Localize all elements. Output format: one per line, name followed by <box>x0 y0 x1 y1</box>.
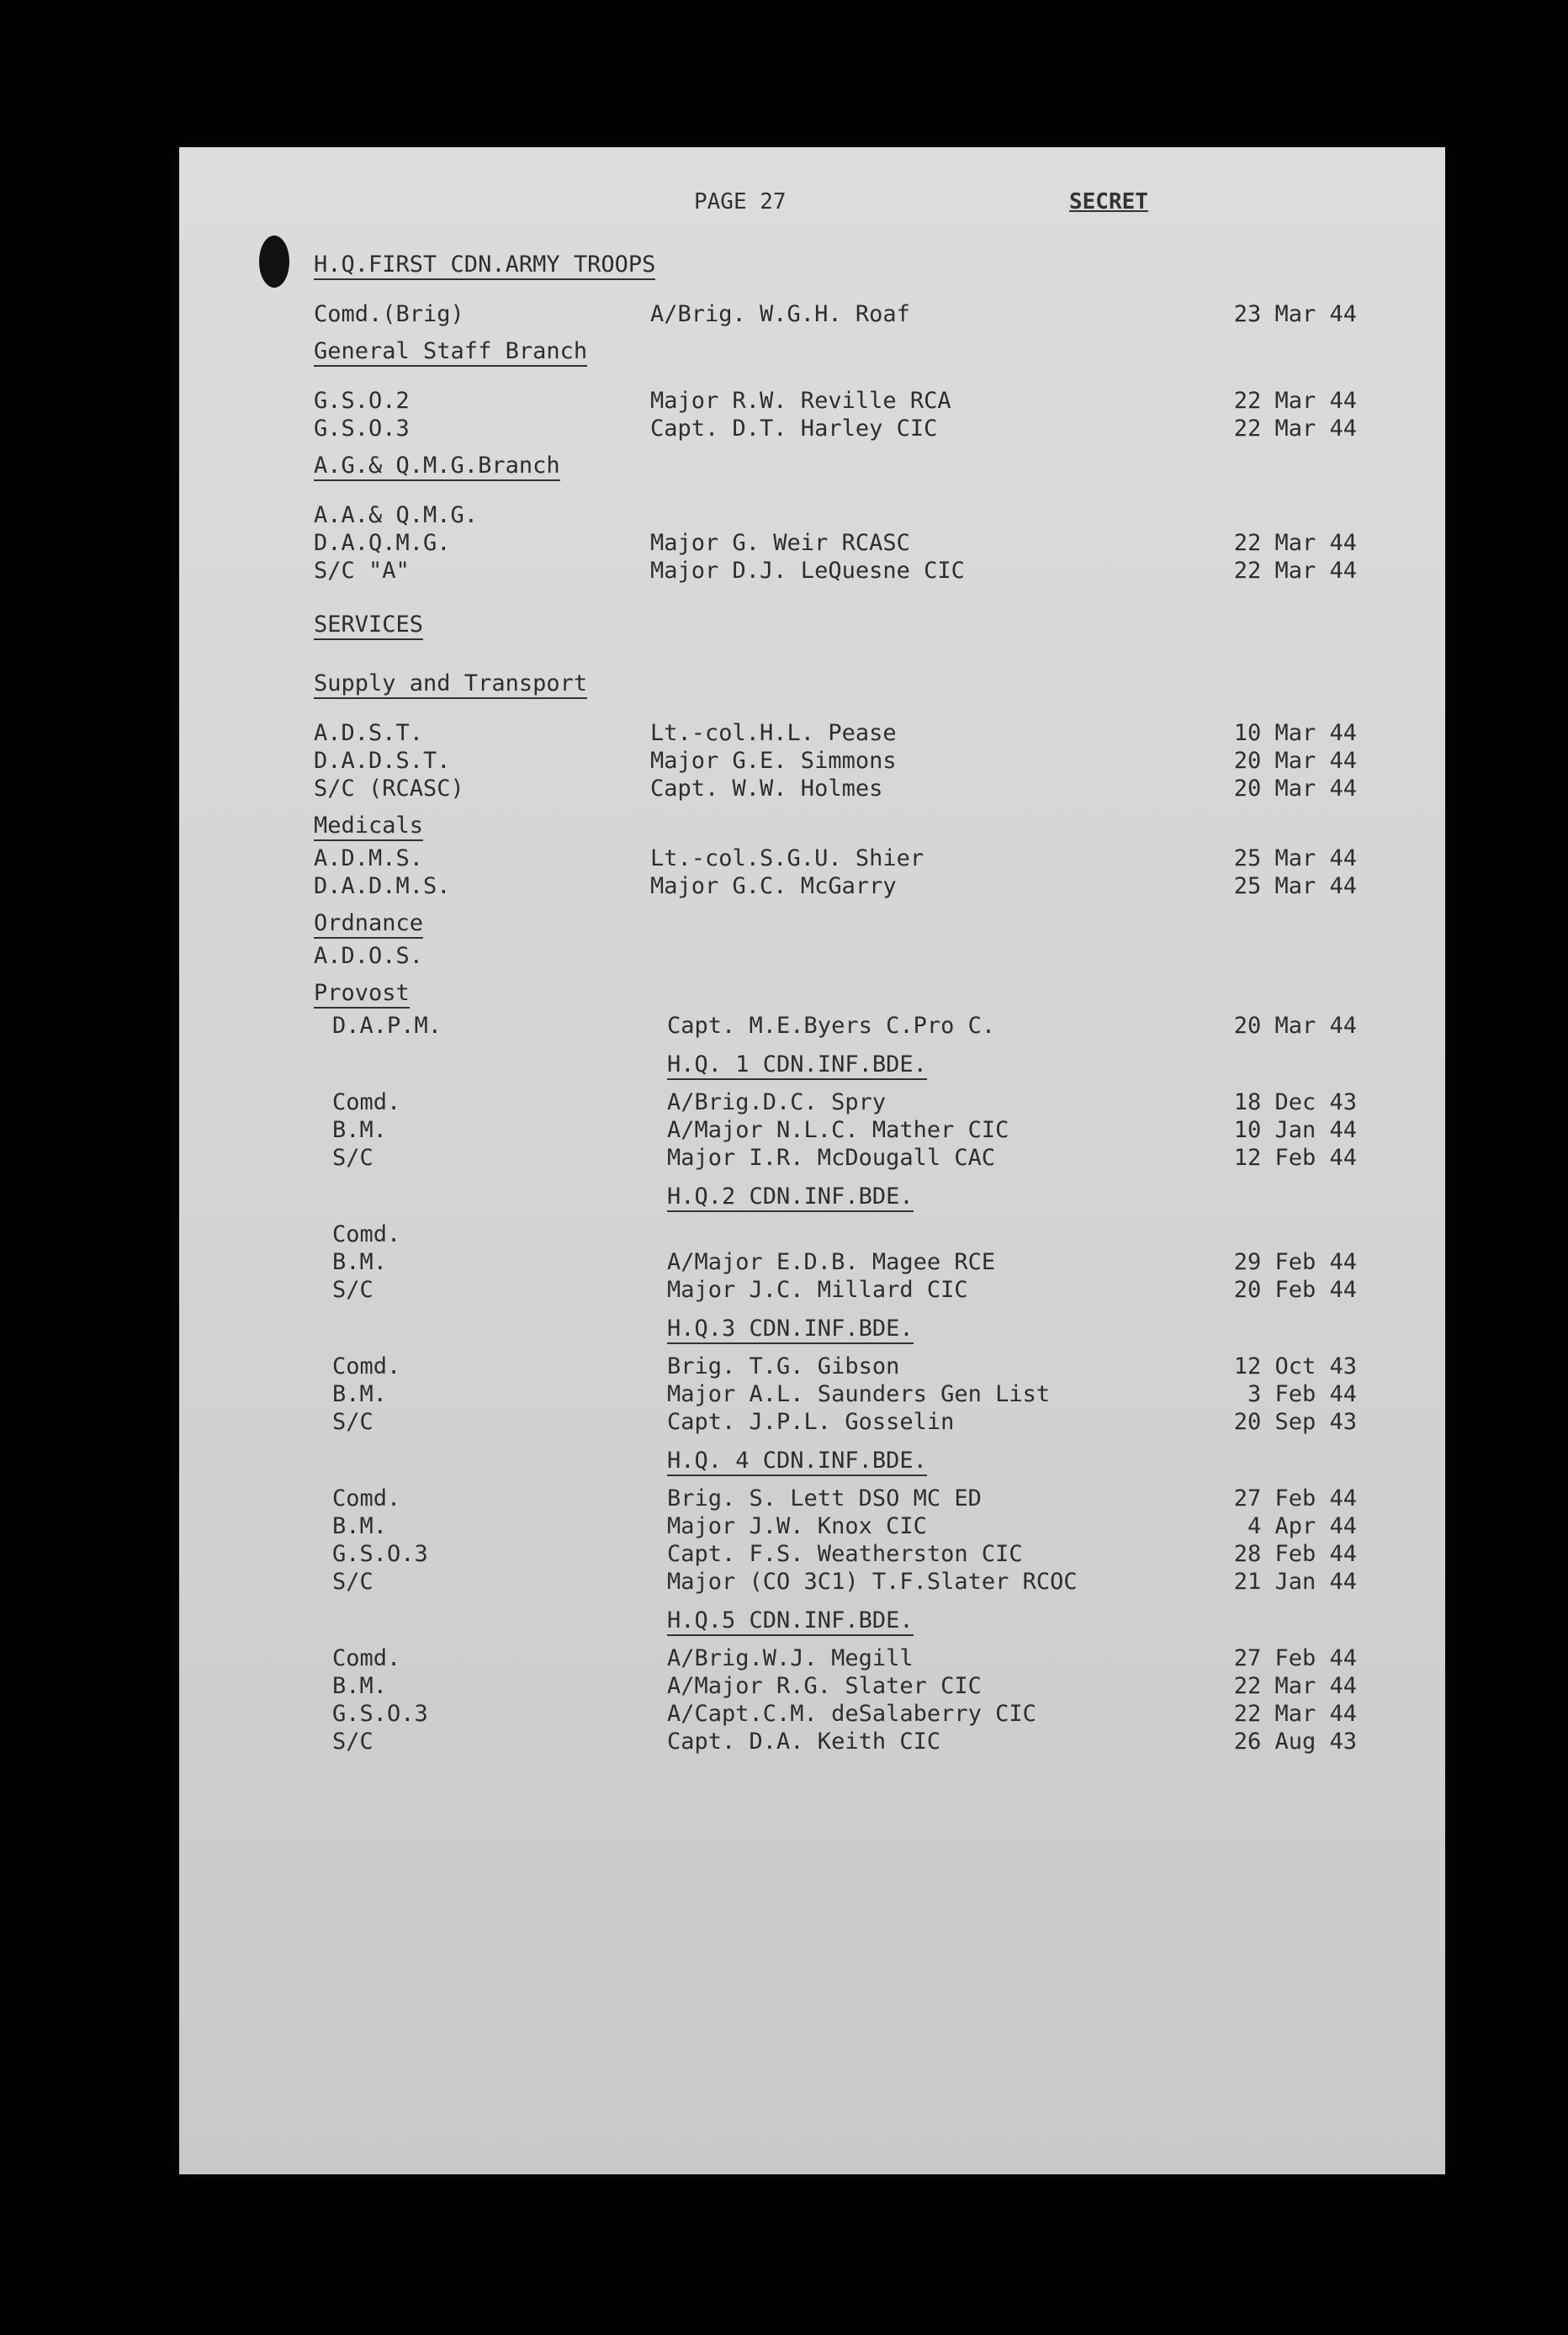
name-cell: Capt. W.W. Holmes <box>650 776 883 802</box>
name-cell: Major I.R. McDougall CAC <box>667 1145 996 1171</box>
roster-row <box>314 872 1424 900</box>
date-cell: 18 Dec 43 <box>1233 1089 1357 1115</box>
date-cell <box>1205 1220 1357 1248</box>
date-cell: 27 Feb 44 <box>1233 1485 1357 1512</box>
name-cell <box>650 942 1205 970</box>
roster <box>314 241 1424 1755</box>
date-cell: 10 Jan 44 <box>1233 1117 1357 1143</box>
name-cell: A/Major R.G. Slater CIC <box>667 1673 982 1699</box>
section-heading: H.Q.2 CDN.INF.BDE. <box>667 1183 914 1212</box>
name-cell <box>650 1220 1205 1248</box>
roster-row <box>314 501 1424 529</box>
role-cell: Comd. <box>332 1089 401 1115</box>
role-cell: Comd. <box>332 1221 401 1247</box>
name-cell: Major (CO 3C1) T.F.Slater RCOC <box>667 1569 1078 1595</box>
date-cell: 12 Oct 43 <box>1233 1353 1357 1379</box>
roster-row <box>314 1408 1424 1436</box>
date-cell: 20 Mar 44 <box>1233 776 1357 802</box>
role-cell: B.M. <box>332 1381 388 1407</box>
date-cell: 3 Feb 44 <box>1247 1381 1357 1407</box>
name-cell: Capt. D.T. Harley CIC <box>650 416 938 442</box>
name-cell: A/Brig.W.J. Megill <box>667 1645 914 1671</box>
role-cell: S/C (RCASC) <box>314 776 464 802</box>
role-cell: Comd. <box>332 1645 401 1671</box>
roster-row <box>314 1220 1424 1248</box>
roster-row <box>314 1353 1424 1380</box>
role-cell: A.D.M.S. <box>314 845 424 871</box>
role-cell: B.M. <box>332 1249 388 1275</box>
name-cell: Major J.C. Millard CIC <box>667 1277 968 1303</box>
name-cell: Lt.-col.H.L. Pease <box>650 720 897 746</box>
date-cell: 22 Mar 44 <box>1233 558 1357 584</box>
name-cell <box>650 501 1205 529</box>
name-cell: Capt. F.S. Weatherston CIC <box>667 1541 1023 1567</box>
date-cell: 21 Jan 44 <box>1233 1569 1357 1595</box>
page-header <box>179 189 1445 223</box>
date-cell: 20 Feb 44 <box>1233 1277 1357 1303</box>
roster-row <box>314 1276 1424 1304</box>
page-number: PAGE 27 <box>694 189 787 214</box>
role-cell: A.D.S.T. <box>314 720 424 746</box>
name-cell: Capt. J.P.L. Gosselin <box>667 1409 955 1435</box>
name-cell: A/Major E.D.B. Magee RCE <box>667 1249 996 1275</box>
roster-row <box>314 1512 1424 1540</box>
date-cell: 4 Apr 44 <box>1247 1513 1357 1539</box>
roster-row <box>314 942 1424 970</box>
section-supply <box>314 719 1424 802</box>
date-cell: 26 Aug 43 <box>1233 1729 1357 1755</box>
role-cell: S/C "A" <box>314 558 410 584</box>
role-cell: B.M. <box>332 1513 388 1539</box>
roster-row <box>314 845 1424 872</box>
date-cell: 20 Sep 43 <box>1233 1409 1357 1435</box>
role-cell: B.M. <box>332 1673 388 1699</box>
role-cell: D.A.Q.M.G. <box>314 530 451 556</box>
date-cell <box>1205 942 1357 970</box>
roster-row <box>314 415 1424 442</box>
section-provost <box>314 1012 1424 1040</box>
roster-row <box>314 1540 1424 1568</box>
role-cell: S/C <box>332 1409 373 1435</box>
section-heading: A.G.& Q.M.G.Branch <box>314 453 560 481</box>
section-gs <box>314 387 1424 442</box>
section-heading: H.Q. 4 CDN.INF.BDE. <box>667 1448 927 1476</box>
role-cell: D.A.P.M. <box>332 1013 442 1039</box>
document-page <box>179 147 1445 2174</box>
section-heading: Supply and Transport <box>314 670 587 699</box>
section-bde1 <box>314 1088 1424 1172</box>
roster-row <box>314 387 1424 415</box>
role-cell: G.S.O.3 <box>332 1701 428 1727</box>
name-cell: A/Brig.D.C. Spry <box>667 1089 887 1115</box>
date-cell: 10 Mar 44 <box>1233 720 1357 746</box>
section-bde5 <box>314 1644 1424 1755</box>
section-heading: H.Q. 1 CDN.INF.BDE. <box>667 1051 927 1080</box>
roster-row <box>314 1012 1424 1040</box>
date-cell: 20 Mar 44 <box>1233 748 1357 774</box>
name-cell: Major R.W. Reville RCA <box>650 388 951 414</box>
section-heading: H.Q.3 CDN.INF.BDE. <box>667 1316 914 1344</box>
name-cell: Capt. D.A. Keith CIC <box>667 1729 941 1755</box>
roster-row <box>314 557 1424 585</box>
roster-row <box>314 1485 1424 1512</box>
name-cell: Major G.C. McGarry <box>650 873 897 899</box>
date-cell: 25 Mar 44 <box>1233 845 1357 871</box>
roster-row <box>314 1380 1424 1408</box>
role-cell: A.A.& Q.M.G. <box>314 502 479 528</box>
section-heading: SERVICES <box>314 612 423 640</box>
roster-row <box>314 1116 1424 1144</box>
date-cell: 22 Mar 44 <box>1233 530 1357 556</box>
section-heading: Ordnance <box>314 910 423 939</box>
roster-row <box>314 1728 1424 1755</box>
name-cell: A/Capt.C.M. deSalaberry CIC <box>667 1701 1036 1727</box>
role-cell: S/C <box>332 1277 373 1303</box>
role-cell: D.A.D.M.S. <box>314 873 451 899</box>
date-cell: 12 Feb 44 <box>1233 1145 1357 1171</box>
roster-row <box>314 1248 1424 1276</box>
role-cell: S/C <box>332 1569 373 1595</box>
section-heading: Provost <box>314 980 410 1009</box>
section-heading: Medicals <box>314 813 423 841</box>
name-cell: Capt. M.E.Byers C.Pro C. <box>667 1013 996 1039</box>
name-cell: Major D.J. LeQuesne CIC <box>650 558 965 584</box>
role-cell: G.S.O.2 <box>314 388 410 414</box>
role-cell: G.S.O.3 <box>314 416 410 442</box>
date-cell: 29 Feb 44 <box>1233 1249 1357 1275</box>
date-cell: 28 Feb 44 <box>1233 1541 1357 1567</box>
name-cell: A/Major N.L.C. Mather CIC <box>667 1117 1009 1143</box>
classification-label: SECRET <box>1069 189 1148 214</box>
section-bde3 <box>314 1353 1424 1436</box>
name-cell: Major J.W. Knox CIC <box>667 1513 927 1539</box>
date-cell: 22 Mar 44 <box>1233 1701 1357 1727</box>
role-cell: S/C <box>332 1729 373 1755</box>
section-heading: H.Q.5 CDN.INF.BDE. <box>667 1607 914 1636</box>
date-cell: 20 Mar 44 <box>1233 1013 1357 1039</box>
role-cell: Comd. <box>332 1485 401 1512</box>
name-cell: Major G. Weir RCASC <box>650 530 910 556</box>
section-heading: General Staff Branch <box>314 338 587 367</box>
role-cell: G.S.O.3 <box>332 1541 428 1567</box>
name-cell: Brig. S. Lett DSO MC ED <box>667 1485 982 1512</box>
date-cell: 22 Mar 44 <box>1233 388 1357 414</box>
main-title: H.Q.FIRST CDN.ARMY TROOPS <box>314 252 655 280</box>
date-cell: 27 Feb 44 <box>1233 1645 1357 1671</box>
roster-row <box>314 1144 1424 1172</box>
role-cell: D.A.D.S.T. <box>314 748 451 774</box>
roster-row <box>314 529 1424 557</box>
roster-row <box>314 1672 1424 1700</box>
name-cell: Major A.L. Saunders Gen List <box>667 1381 1051 1407</box>
name-cell: Brig. T.G. Gibson <box>667 1353 900 1379</box>
name-cell: Lt.-col.S.G.U. Shier <box>650 845 924 871</box>
name-cell: Major G.E. Simmons <box>650 748 897 774</box>
roster-row <box>314 747 1424 775</box>
section-medicals <box>314 845 1424 900</box>
date-cell: 25 Mar 44 <box>1233 873 1357 899</box>
roster-row <box>314 719 1424 747</box>
role-cell: A.D.O.S. <box>314 943 424 969</box>
roster-row <box>314 1568 1424 1596</box>
date-cell <box>1205 501 1357 529</box>
section-bde4 <box>314 1485 1424 1596</box>
date-cell: 22 Mar 44 <box>1233 1673 1357 1699</box>
role-cell: Comd. <box>332 1353 401 1379</box>
roster-row <box>314 1644 1424 1672</box>
date-cell: 22 Mar 44 <box>1233 416 1357 442</box>
section-bde2 <box>314 1220 1424 1304</box>
roster-row <box>314 775 1424 802</box>
role-cell: B.M. <box>332 1117 388 1143</box>
roster-row <box>314 1700 1424 1728</box>
roster-row: Comd.(Brig) A/Brig. W.G.H. Roaf 23 Mar 44 <box>314 301 1357 327</box>
role-cell: S/C <box>332 1145 373 1171</box>
ink-blot <box>259 236 289 288</box>
section-ordnance <box>314 942 1424 970</box>
section-ag <box>314 501 1424 585</box>
roster-row <box>314 1088 1424 1116</box>
